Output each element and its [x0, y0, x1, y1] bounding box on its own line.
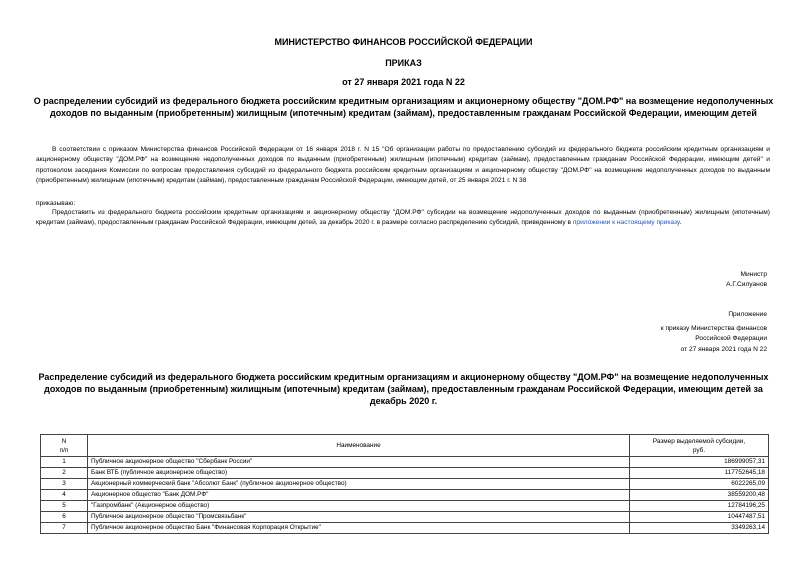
row-bank-name: "Газпромбанк" (Акционерное общество)	[88, 501, 630, 512]
row-amount: 10447487,51	[630, 512, 769, 523]
appendix-link[interactable]: приложении к настоящему приказу	[572, 219, 680, 227]
order-title: О распределении субсидий из федерального бюджета российским кредитным организациям и акционерному обществу "ДОМ.РФ" на возмещение недополученных доходов по выданным (приобретенным) жилищным (ипотечным) кредитам (займам), предоставленным гражданам Российской Федерации, имеющим детей	[33, 96, 774, 118]
table-row	[41, 512, 769, 523]
row-number: 3	[41, 479, 88, 490]
directive-paragraph	[36, 208, 770, 229]
order-date: от 27 января 2021 года N 22	[342, 77, 465, 87]
row-number: 4	[41, 490, 88, 501]
row-amount: 12784196,25	[630, 501, 769, 512]
directive-text: Предоставить из федерального бюджета российским кредитным организациям и акционерному обществу "ДОМ.РФ" субсидии на возмещение недополученных доходов по выданным (приобретенным) жилищным (ипотечным) кредитам (займам), предоставленным гражданам Российской Федерации, имеющим детей, за декабрь 2020 г. в размере согласно распределению субсидий, приведенному в	[36, 209, 770, 227]
row-amount: 6022265,09	[630, 479, 769, 490]
appendix-block	[661, 310, 767, 355]
table-row	[41, 490, 769, 501]
column-header-number: N п/п	[41, 435, 88, 457]
signature-block	[726, 270, 767, 290]
appendix-label: Приложение	[728, 311, 767, 318]
row-bank-name: Акционерный коммерческий банк "Абсолют Банк" (публичное акционерное общество)	[88, 479, 630, 490]
table-row	[41, 457, 769, 468]
row-bank-name: Акционерное общество "Банк ДОМ.РФ"	[88, 490, 630, 501]
table-row	[41, 501, 769, 512]
row-bank-name: Банк ВТБ (публичное акционерное общество)	[88, 468, 630, 479]
row-amount: 186999057,31	[630, 457, 769, 468]
row-amount: 117752645,18	[630, 468, 769, 479]
row-number: 6	[41, 512, 88, 523]
distribution-title: Распределение субсидий из федерального бюджета российским кредитным организациям и акционерному обществу "ДОМ.РФ" на возмещение недополученных доходов по выданным (приобретенным) жилищным (ипотечным) кредитам (займам), предоставленным гражданам Российской Федерации, имеющим детей за декабрь 2020 г.	[38, 372, 769, 406]
row-number: 5	[41, 501, 88, 512]
table-header-row	[41, 435, 769, 457]
order-heading: ПРИКАЗ	[385, 58, 422, 68]
order-verb: приказываю:	[36, 200, 76, 207]
table-row	[41, 468, 769, 479]
ministry-heading: МИНИСТЕРСТВО ФИНАНСОВ РОССИЙСКОЙ ФЕДЕРАЦИИ	[274, 37, 533, 47]
appendix-line1: к приказу Министерства финансов	[660, 325, 767, 333]
appendix-line2: Российской Федерации	[695, 335, 767, 343]
row-bank-name: Публичное акционерное общество Банк "Финансовая Корпорация Открытие"	[88, 523, 630, 534]
row-bank-name: Публичное акционерное общество "Сбербанк России"	[88, 457, 630, 468]
row-amount: 38559200,48	[630, 490, 769, 501]
directive-end: .	[679, 219, 682, 227]
row-number: 2	[41, 468, 88, 479]
row-bank-name: Публичное акционерное общество "Промсвязьбанк"	[88, 512, 630, 523]
table-row	[41, 523, 769, 534]
signature-role: Министр	[740, 271, 767, 278]
table-row	[41, 479, 769, 490]
column-header-amount: Размер выделяемой субсидии, руб.	[630, 435, 769, 457]
row-number: 7	[41, 523, 88, 534]
column-header-name: Наименование	[88, 435, 630, 457]
signature-name: А.Г.Силуанов	[726, 281, 767, 289]
row-amount: 3349263,14	[630, 523, 769, 534]
subsidy-table	[40, 434, 769, 534]
appendix-line3: от 27 января 2021 года N 22	[680, 345, 767, 353]
row-number: 1	[41, 457, 88, 468]
preamble-paragraph: В соответствии с приказом Министерства финансов Российской Федерации от 16 января 2018 г. N 15 "Об организации работы по предоставлению субсидий из федерального бюджета российским кредитным организациям и акционерному обществу "ДОМ.РФ" на возмещение недополученных доходов по выданным (приобретенным) жилищным (ипотечным) кредитам (займам), предоставленным гражданам Российской Федерации, имеющим детей" и протоколом заседания Комиссии по вопросам предоставления субсидий из федерального бюджета российским кредитным организациям и акционерному обществу "ДОМ.РФ" на возмещение недополученных доходов по выданным (приобретенным) жилищным (ипотечным) кредитам (займам), предоставленным гражданам Российской Федерации, имеющим детей, от 25 января 2021 г. N 38	[36, 146, 770, 185]
